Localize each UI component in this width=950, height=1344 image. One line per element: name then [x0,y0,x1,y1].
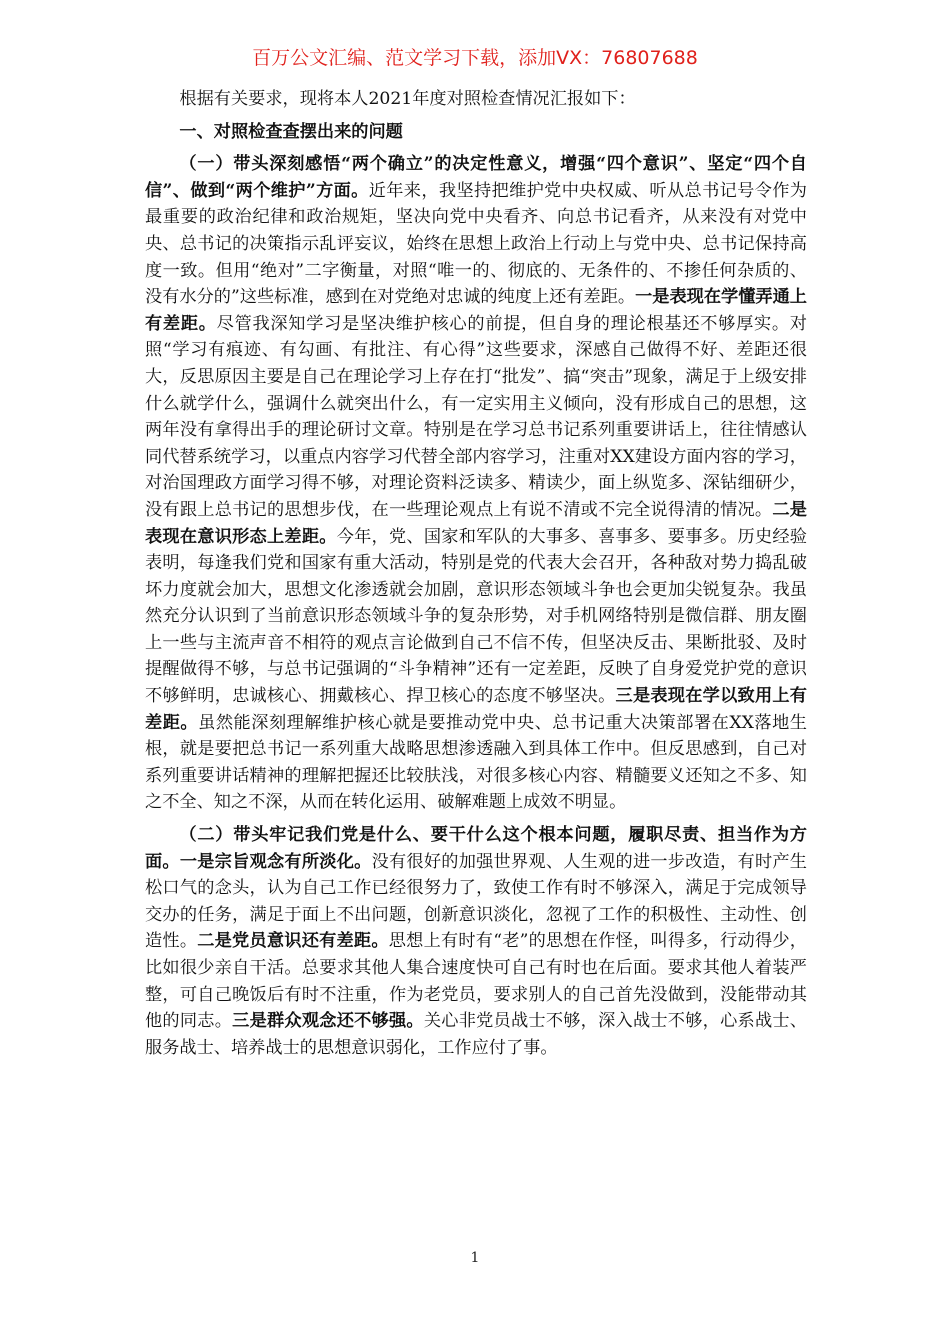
point-heading: 二是党员意识还有差距。 [197,931,389,952]
page-number: 1 [470,1250,480,1266]
paragraph-text: 没有很好的加强世界观、人生观的进一步改造，有时产生松口气的念头，认为自己工作已经很努力了，致使工作有时不够深入，满足于完成领导交办的任务，满足于面上不出问题，创新意识淡化，忽视了工作的积极性、主动性、创造性。 [145,851,807,952]
point-heading: 三是表现在学以致用上有差距。 [145,686,807,733]
paragraph-text: 今年，党、国家和军队的大事多、喜事多、要事多。历史经验表明，每逢我们党和国家有重大活动，特别是党的代表大会召开，各种敌对势力捣乱破坏力度就会加大，思想文化渗透就会加剧，意识形态领域斗争也会更加尖锐复杂。我虽然充分认识到了当前意识形态领域斗争的复杂形势，对手机网络特别是微信群、朋友圈上一些与主流声音不相符的观点言论做到自己不信不传，但坚决反击、果断批驳、及时提醒做得不够，与总书记强调的“斗争精神”还有一定差距，反映了自身爱党护党的意识不够鲜明，忠诚核心、拥戴核心、捍卫核心的态度不够坚决。 [145,526,807,707]
point-heading: 二是表现在意识形态上差距。 [145,499,807,547]
promo-banner: 百万公文汇编、范文学习下载，添加VX：76807688 [252,47,698,69]
paragraph-duty-responsibility [145,822,807,1061]
point-heading: 一是表现在学懂弄通上有差距。 [145,287,807,334]
section-heading-problems: 一、对照检查查摆出来的问题 [179,121,403,142]
point-heading: 三是群众观念还不够强。 [232,1011,424,1032]
paragraph-text: 思想上有时有“老”的思想在作怪，叫得多，行动得少，比如很少亲自干活。总要求其他人集合速度快可自己有时也在后面。要求其他人着装严整，可自己晚饭后有时不注重，作为老党员，要求别人的自己首先没做到，没能带动其他的同志。 [145,931,807,1032]
paragraph-text: 关心非党员战士不够，深入战士不够，心系战士、服务战士、培养战士的思想意识弱化，工作应付了事。 [145,1011,807,1058]
paragraph-political-loyalty [145,151,807,816]
paragraph-text: 尽管我深知学习是坚决维护核心的前提，但自身的理论根基还不够厚实。对照“学习有痕迹、有勾画、有批注、有心得”这些要求，深感自己做得不好、差距还很大，反思原因主要是自己在理论学习上存在打“批发”、搞“突击”现象，满足于上级安排什么就学什么，强调什么就突出什么，有一定实用主义倾向，没有形成自己的思想，这两年没有拿得出手的理论研讨文章。特别是在学习总书记系列重要讲话上，往往情感认同代替系统学习，以重点内容学习代替全部内容学习，注重对XX建设方面内容的学习，对治国理政方面学习得不够，对理论资料泛读多、精读少，面上纵览多、深钻细研少，没有跟上总书记的思想步伐，在一些理论观点上有说不清或不完全说得清的情况。 [145,313,807,520]
intro-paragraph: 根据有关要求，现将本人2021年度对照检查情况汇报如下： [179,89,636,109]
subsection-heading-2: （二）带头牢记我们党是什么、要干什么这个根本问题，履职尽责、担当作为方面。 [145,825,807,872]
paragraph-text: 近年来，我坚持把维护党中央权威、听从总书记号令作为最重要的政治纪律和政治规矩，坚决向党中央看齐、向总书记看齐，从来没有对党中央、总书记的决策指示乱评妄议，始终在思想上政治上行动上与党中央、总书记保持高度一致。但用“绝对”二字衡量，对照“唯一的、彻底的、无条件的、不掺任何杂质的、没有水分的”这些标准，感到在对党绝对忠诚的纯度上还有差距。 [145,180,807,308]
point-heading: 一是宗旨观念有所淡化。 [179,851,372,872]
paragraph-text: 虽然能深刻理解维护核心就是要推动党中央、总书记重大决策部署在XX落地生根，就是要把总书记一系列重大战略思想渗透融入到具体工作中。但反思感到，自己对系列重要讲话精神的理解把握还比较肤浅，对很多核心内容、精髓要义还知之不多、知之不全、知之不深，从而在转化运用、破解难题上成效不明显。 [145,712,807,813]
document-body [145,86,807,1061]
subsection-heading-1: （一）带头深刻感悟“两个确立”的决定性意义，增强“四个意识”、坚定“四个自信”、做到“两个维护”方面。 [145,154,807,201]
